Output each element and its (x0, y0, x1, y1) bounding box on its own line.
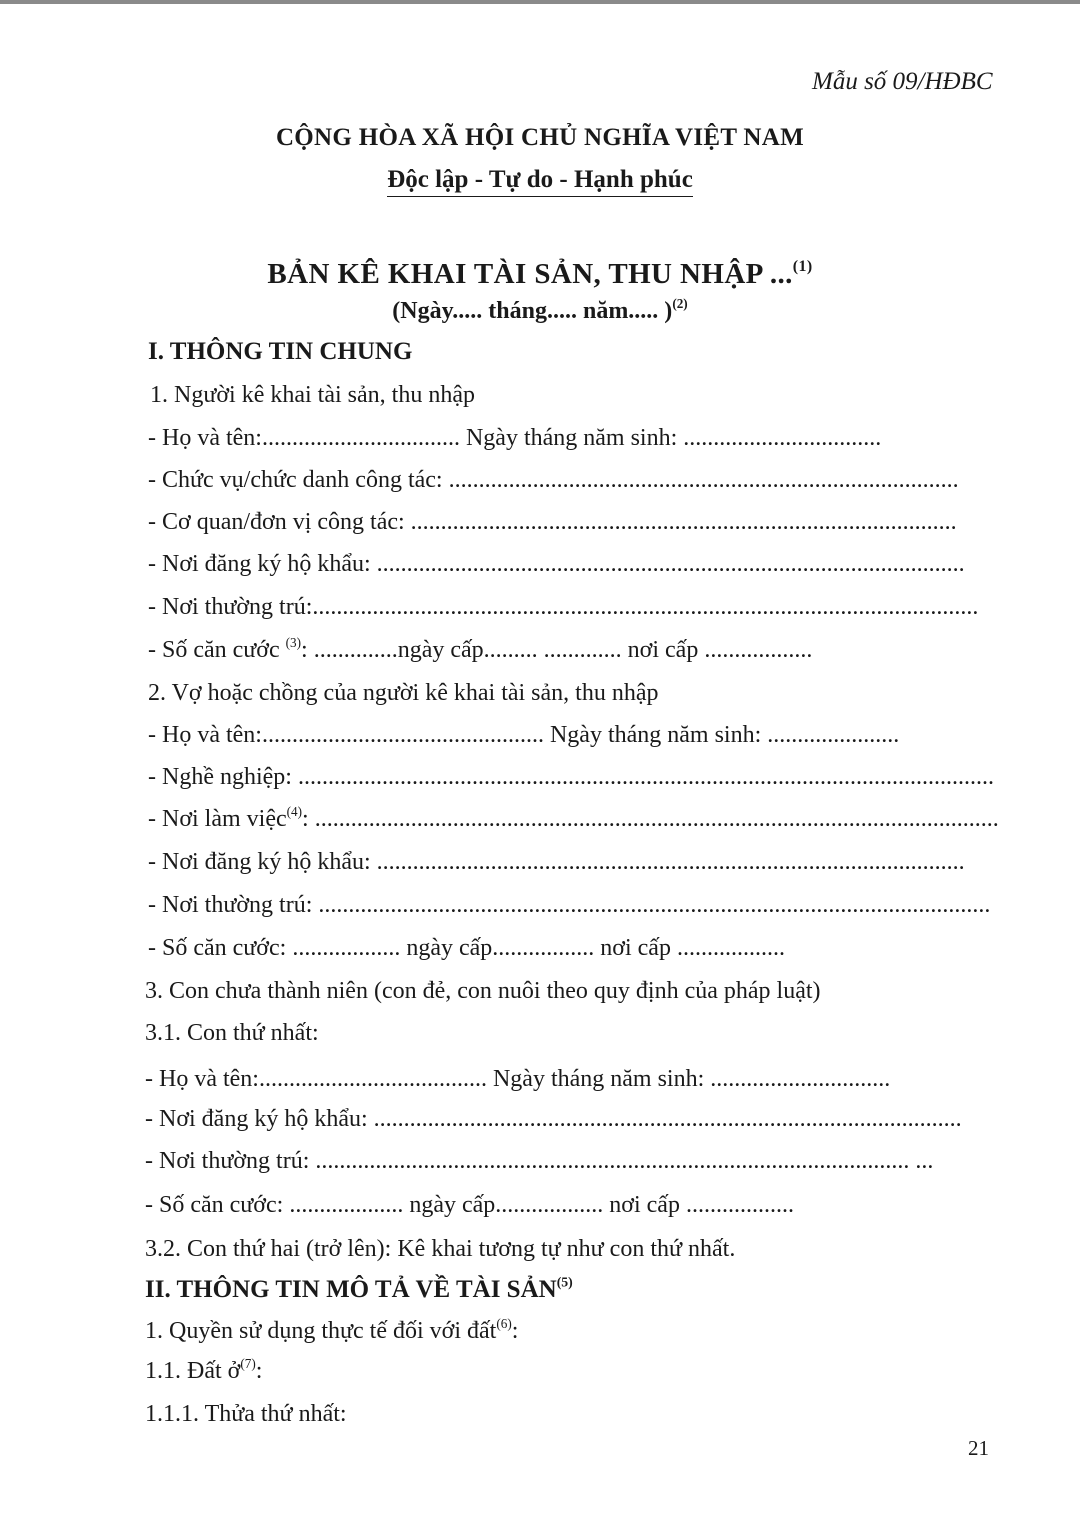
spouse-residence-line: - Nơi thường trú: ................................................................................................................ (148, 892, 991, 918)
motto-text: Độc lập - Tự do - Hạnh phúc (387, 166, 693, 197)
footnote-ref-4: (4) (286, 804, 303, 820)
nation-heading: CỘNG HÒA XÃ HỘI CHỦ NGHĨA VIỆT NAM (275, 124, 805, 151)
spouse-household-line: - Nơi đăng ký hộ khẩu: .................................................................................................. (148, 849, 965, 875)
workplace-dots: : .................................................................................................................. (302, 806, 999, 832)
motto (0, 166, 1080, 194)
declarant-residence-line: - Nơi thường trú:............................................................................................................... (148, 594, 979, 620)
first-child-heading: 3.1. Con thứ nhất: (145, 1020, 319, 1046)
form-code: Mẫu số 09/HĐBC (812, 68, 993, 95)
footnote-ref-2: (2) (672, 296, 688, 312)
first-plot-heading: 1.1.1. Thửa thứ nhất: (145, 1401, 347, 1427)
spouse-name-line: - Họ và tên:............................................... Ngày tháng năm sinh: ...................... (148, 722, 900, 748)
child-id-line: - Số căn cước: ................... ngày cấp.................. nơi cấp .................. (145, 1192, 794, 1218)
section-heading-general-info: I. THÔNG TIN CHUNG (148, 338, 413, 365)
title-text: BẢN KÊ KHAI TÀI SẢN, THU NHẬP ... (267, 258, 793, 290)
child-household-line: - Nơi đăng ký hộ khẩu: .................................................................................................. (145, 1106, 962, 1132)
date-line (0, 298, 1080, 325)
residential-land-colon: : (255, 1358, 263, 1384)
document-title (0, 258, 1080, 291)
spouse-occupation-line: - Nghề nghiệp: .................................................................................................................... (148, 764, 994, 790)
residential-land-text: 1.1. Đất ở (145, 1358, 241, 1384)
child-name-line: - Họ và tên:...................................... Ngày tháng năm sinh: .............................. (145, 1066, 891, 1092)
declarant-household-line: - Nơi đăng ký hộ khẩu: .................................................................................................. (148, 551, 965, 577)
assets-heading-text: II. THÔNG TIN MÔ TẢ VỀ TÀI SẢN (145, 1276, 557, 1303)
declarant-heading: 1. Người kê khai tài sản, thu nhập (150, 382, 475, 408)
declarant-id-line (148, 637, 812, 664)
land-use-heading (145, 1318, 518, 1345)
section-heading-assets (145, 1276, 573, 1304)
spouse-id-line: - Số căn cước: .................. ngày cấp................. nơi cấp .................. (148, 935, 785, 961)
footnote-ref-3: (3) (285, 635, 302, 651)
id-label: - Số căn cước (148, 637, 286, 663)
id-fields: : ..............ngày cấp......... ............. nơi cấp .................. (301, 637, 813, 663)
land-use-text: 1. Quyền sử dụng thực tế đối với đất (145, 1318, 497, 1344)
spouse-workplace-line (148, 806, 999, 833)
footnote-ref-5: (5) (556, 1274, 573, 1290)
footnote-ref-7: (7) (240, 1356, 256, 1372)
declarant-position-line: - Chức vụ/chức danh công tác: ..................................................................................... (148, 467, 959, 493)
children-heading: 3. Con chưa thành niên (con đẻ, con nuôi theo quy định của pháp luật) (145, 978, 821, 1004)
page-number: 21 (968, 1436, 989, 1460)
workplace-label: - Nơi làm việc (148, 806, 287, 832)
residential-land-heading (145, 1358, 262, 1385)
spouse-heading: 2. Vợ hoặc chồng của người kê khai tài sản, thu nhập (148, 680, 659, 706)
footnote-ref-6: (6) (496, 1316, 512, 1332)
child-residence-line: - Nơi thường trú: ................................................................................................... ... (145, 1148, 934, 1174)
scan-top-edge (0, 0, 1080, 4)
second-child-note: 3.2. Con thứ hai (trở lên): Kê khai tương tự như con thứ nhất. (145, 1236, 736, 1262)
declarant-name-line: - Họ và tên:................................. Ngày tháng năm sinh: ................................. (148, 425, 882, 451)
declarant-agency-line: - Cơ quan/đơn vị công tác: ........................................................................................... (148, 509, 957, 535)
date-text: (Ngày..... tháng..... năm..... ) (392, 298, 673, 324)
land-use-colon: : (511, 1318, 519, 1344)
footnote-ref-1: (1) (792, 258, 813, 276)
